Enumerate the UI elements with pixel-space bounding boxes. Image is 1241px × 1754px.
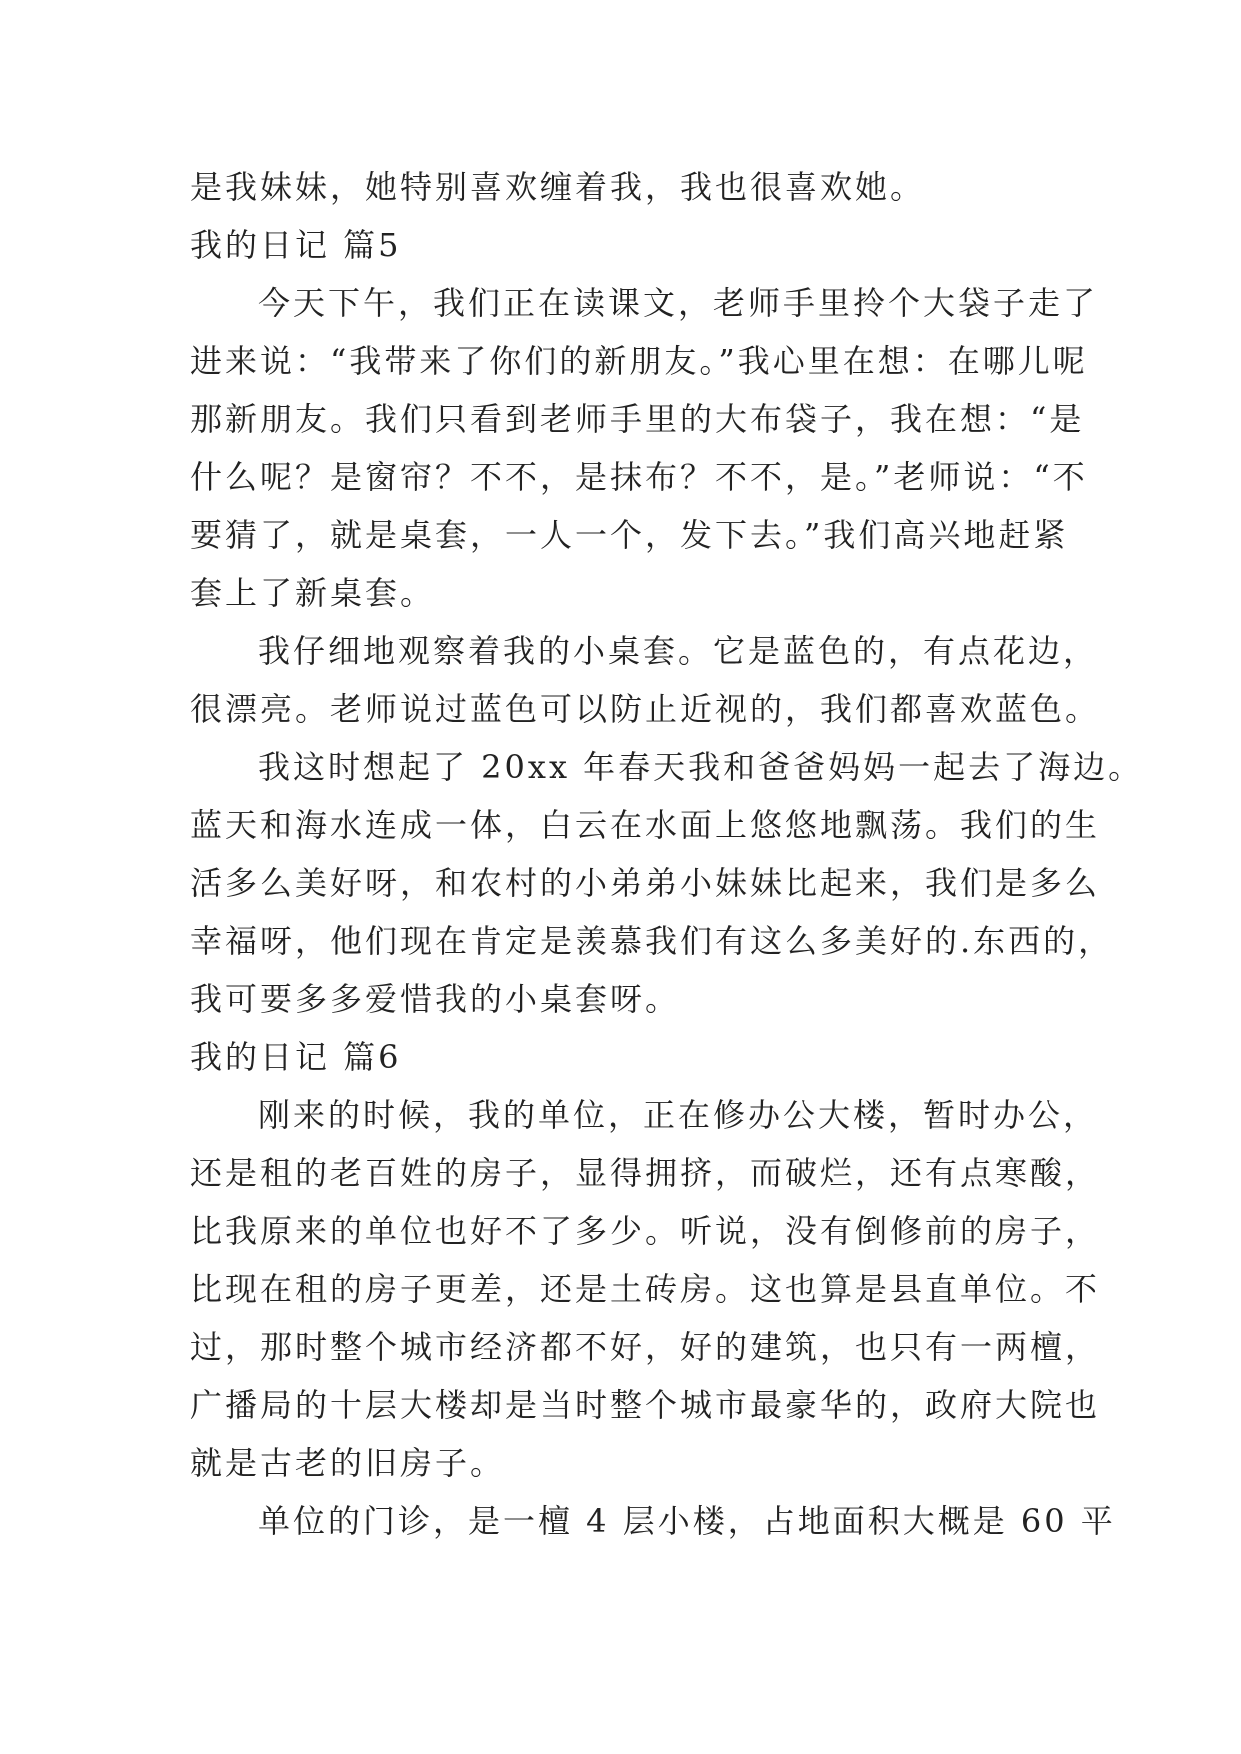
text-line: 蓝天和海水连成一体，白云在水面上悠悠地飘荡。我们的生: [190, 806, 1101, 844]
text-line: 比我原来的单位也好不了多少。听说，没有倒修前的房子，: [190, 1212, 1101, 1250]
text-line: 就是古老的旧房子。: [190, 1444, 506, 1482]
text-line: 幸福呀，他们现在肯定是羡慕我们有这么多美好的.东西的，: [190, 922, 1114, 960]
document-body: [190, 158, 1144, 1550]
text-line: 单位的门诊，是一檀 4 层小楼，占地面积大概是 60 平: [258, 1502, 1116, 1540]
text-line: 要猜了，就是桌套，一人一个，发下去。”我们高兴地赶紧: [190, 516, 1069, 554]
text-line: 我可要多多爱惜我的小桌套呀。: [190, 980, 681, 1018]
text-line: 什么呢？是窗帘？不不，是抹布？不不，是。”老师说：“不: [190, 458, 1088, 496]
text-line: 活多么美好呀，和农村的小弟弟小妹妹比起来，我们是多么: [190, 864, 1101, 902]
section-heading: 我的日记 篇5: [190, 226, 402, 264]
text-line: 我仔细地观察着我的小桌套。它是蓝色的，有点花边，: [258, 632, 1099, 670]
text-line: 那新朋友。我们只看到老师手里的大布袋子，我在想：“是: [190, 400, 1085, 438]
text-line: 过，那时整个城市经济都不好，好的建筑，也只有一两檀，: [190, 1328, 1101, 1366]
text-line: 比现在租的房子更差，还是土砖房。这也算是县直单位。不: [190, 1270, 1101, 1308]
text-line: 刚来的时候，我的单位，正在修办公大楼，暂时办公，: [258, 1096, 1099, 1134]
text-line: 进来说：“我带来了你们的新朋友。”我心里在想：在哪儿呢: [190, 342, 1088, 380]
text-line: 是我妹妹，她特别喜欢缠着我，我也很喜欢她。: [190, 168, 926, 206]
section-heading: 我的日记 篇6: [190, 1038, 402, 1076]
text-line: 广播局的十层大楼却是当时整个城市最豪华的，政府大院也: [190, 1386, 1101, 1424]
text-line: 我这时想起了 20xx 年春天我和爸爸妈妈一起去了海边。: [258, 748, 1144, 786]
text-line: 套上了新桌套。: [190, 574, 436, 612]
text-line: 今天下午，我们正在读课文，老师手里拎个大袋子走了: [258, 284, 1099, 322]
text-line: 还是租的老百姓的房子，显得拥挤，而破烂，还有点寒酸，: [190, 1154, 1101, 1192]
text-line: 很漂亮。老师说过蓝色可以防止近视的，我们都喜欢蓝色。: [190, 690, 1101, 728]
